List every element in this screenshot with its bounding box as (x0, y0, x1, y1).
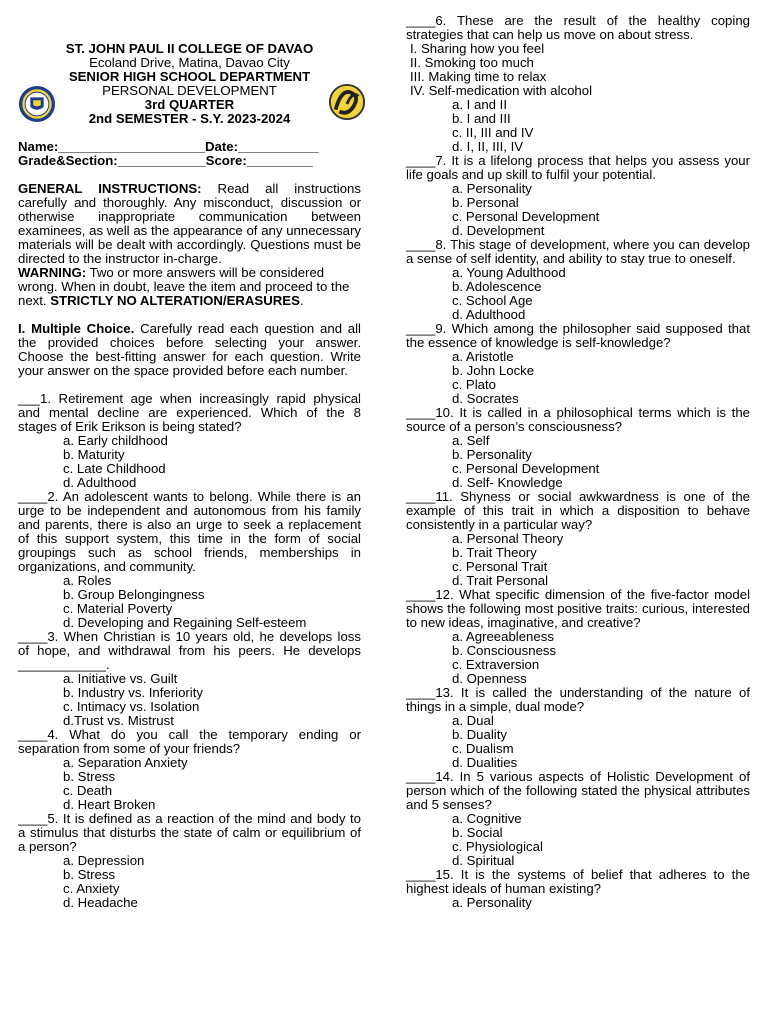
answer-option: a. Roles (63, 573, 112, 588)
answer-option: d. Trait Personal (452, 573, 549, 588)
answer-option: a. Separation Anxiety (63, 755, 188, 770)
question-text: ____13. It is called the understanding of the nature of things in a simple, dual mode? (406, 685, 750, 714)
answer-option: a. Agreeableness (452, 629, 554, 644)
answer-option: c. Death (63, 783, 113, 798)
left-column (18, 0, 361, 910)
header (18, 42, 361, 126)
answer-option: a. Dual (452, 713, 494, 728)
warn-text: Two or more answers will be considered wrong. When in doubt, leave the item and proceed to the next. (18, 265, 350, 308)
gi-label: GENERAL INSTRUCTIONS: (18, 181, 202, 196)
question-text: ____7. It is a lifelong process that helps you assess your life goals and up skill to fulfil your potential. (406, 153, 750, 182)
section-label: I. Multiple Choice. (18, 321, 135, 336)
answer-option: c. Intimacy vs. Isolation (63, 699, 200, 714)
answer-option: b. Consciousness (452, 643, 557, 658)
answer-option: a. Personality (452, 181, 532, 196)
question-text: ____12. What specific dimension of the five-factor model shows the following most positive traits: curious, interested to new ideas, imaginative, and creative? (406, 587, 750, 630)
answer-option: d. Heart Broken (63, 797, 156, 812)
answer-option: c. Plato (452, 377, 496, 392)
answer-option: c. II, III and IV (452, 125, 534, 140)
answer-option: a. Early childhood (63, 433, 168, 448)
answer-option: a. Cognitive (452, 811, 522, 826)
answer-option: a. Personality (452, 895, 532, 910)
question-text: ____3. When Christian is 10 years old, he develops loss of hope, and withdrawal from his peers. He develops ____________. (18, 629, 361, 672)
question-text: ____5. It is defined as a reaction of the mind and body to a stimulus that disturbs the state of calm or equilibrium of a person? (18, 811, 361, 854)
name-date-field[interactable]: Name:____________________Date:___________ (18, 139, 319, 154)
school-name: ST. JOHN PAUL II COLLEGE OF DAVAO (65, 41, 314, 56)
answer-option: d. Openness (452, 671, 527, 686)
answer-option: b. Trait Theory (452, 545, 537, 560)
answer-option: b. Duality (452, 727, 507, 742)
general-instructions (18, 182, 361, 266)
answer-option: c. Material Poverty (63, 601, 173, 616)
section-text: Carefully read each question and all the provided choices before selecting your answer. Choose the best-fitting answer for each question. Write your answer on the space provided before each number. (18, 321, 361, 378)
question-text: ____9. Which among the philosopher said supposed that the essence of knowledge is self-knowledge? (406, 321, 750, 350)
warn-strict: STRICTLY NO ALTERATION/ERASURES (50, 293, 300, 308)
answer-option: c. Extraversion (452, 657, 540, 672)
question-text: ____8. This stage of development, where you can develop a sense of self identity, and ability to stay true to oneself. (406, 237, 750, 266)
answer-option: d. Headache (63, 895, 138, 910)
answer-option: b. Adolescence (452, 279, 542, 294)
semester-label: 2nd SEMESTER - S.Y. 2023-2024 (88, 111, 291, 126)
answer-option: c. Late Childhood (63, 461, 166, 476)
question-text: ____11. Shyness or social awkwardness is one of the example of this trait in which a disposition to behave consistently in a particular way? (406, 489, 750, 532)
answer-option: d. Adulthood (63, 475, 137, 490)
answer-option: b. Stress (63, 769, 116, 784)
question-text: ____4. What do you call the temporary ending or separation from some of your friends? (18, 727, 361, 756)
department-name: SENIOR HIGH SCHOOL DEPARTMENT (68, 69, 311, 84)
question-text: ____14. In 5 various aspects of Holistic Development of person which of the following stated the physical attributes and 5 senses? (406, 769, 750, 812)
answer-option: d. Socrates (452, 391, 519, 406)
school-address: Ecoland Drive, Matina, Davao City (89, 55, 290, 70)
answer-option: c. Dualism (452, 741, 514, 756)
answer-option: c. School Age (452, 293, 533, 308)
answer-option: b. Personality (452, 447, 532, 462)
answer-option: d. Development (452, 223, 545, 238)
answer-option: c. Anxiety (63, 881, 120, 896)
answer-option: d. Spiritual (452, 853, 515, 868)
answer-option: b. Maturity (63, 447, 125, 462)
statement-item: IV. Self-medication with alcohol (410, 83, 593, 98)
questions-left (18, 392, 361, 910)
answer-option: d. I, II, III, IV (452, 139, 524, 154)
warn-label: WARNING: (18, 265, 87, 280)
answer-option: b. Social (452, 825, 503, 840)
statement-item: III. Making time to relax (410, 69, 547, 84)
answer-option: d.Trust vs. Mistrust (63, 713, 174, 728)
subject-name: PERSONAL DEVELOPMENT (102, 83, 277, 98)
right-column (406, 0, 750, 910)
answer-option: b. Group Belongingness (63, 587, 205, 602)
answer-option: b. Personal (452, 195, 519, 210)
answer-option: b. Stress (63, 867, 116, 882)
question-text: ____6. These are the result of the healthy coping strategies that can help us move on about stress. (406, 13, 750, 42)
answer-option: d. Adulthood (452, 307, 526, 322)
statement-item: I. Sharing how you feel (410, 41, 545, 56)
statement-item: II. Smoking too much (410, 55, 534, 70)
answer-option: d. Self- Knowledge (452, 475, 563, 490)
answer-option: b. John Locke (452, 363, 535, 378)
answer-option: b. Industry vs. Inferiority (63, 685, 203, 700)
answer-option: c. Personal Development (452, 209, 600, 224)
answer-option: a. Initiative vs. Guilt (63, 671, 178, 686)
answer-option: c. Physiological (452, 839, 543, 854)
answer-option: a. Young Adulthood (452, 265, 566, 280)
quarter-label: 3rd QUARTER (144, 97, 235, 112)
answer-option: b. I and III (452, 111, 511, 126)
answer-option: a. Depression (63, 853, 145, 868)
grade-score-field[interactable]: Grade&Section:____________Score:_________ (18, 153, 313, 168)
answer-option: d. Dualities (452, 755, 518, 770)
answer-option: c. Personal Development (452, 461, 600, 476)
answer-option: a. Aristotle (452, 349, 514, 364)
question-text: ___1. Retirement age when increasingly rapid physical and mental decline are experienced. Which of the 8 stages of Erik Erikson is being stated? (18, 391, 361, 434)
answer-option: c. Personal Trait (452, 559, 548, 574)
answer-option: a. Personal Theory (452, 531, 564, 546)
question-text: ____10. It is called in a philosophical terms which is the source of a person’s consciousness? (406, 405, 750, 434)
answer-option: a. Self (452, 433, 490, 448)
gi-text: Read all instructions carefully and thoroughly. Any misconduct, discussion or otherwise inappropriate communication between examinees, as well as the appearance of any unnecessary materials will be dealt with accordingly. Questions must be directed to the instructor in-charge. (18, 181, 361, 266)
answer-option: d. Developing and Regaining Self-esteem (63, 615, 307, 630)
warning (18, 266, 361, 308)
question-text: ____2. An adolescent wants to belong. While there is an urge to be independent and autonomous from his family and parents, there is also an urge to seek a replacement of this support system, this time in the form of social groupings such as school friends, memberships in organizations, and community. (18, 489, 361, 574)
question-text: ____15. It is the systems of belief that adheres to the highest ideals of human existing? (406, 867, 750, 896)
questions-right (406, 14, 750, 910)
section-instructions (18, 322, 361, 378)
warn-end: . (299, 293, 304, 308)
answer-option: a. I and II (452, 97, 507, 112)
